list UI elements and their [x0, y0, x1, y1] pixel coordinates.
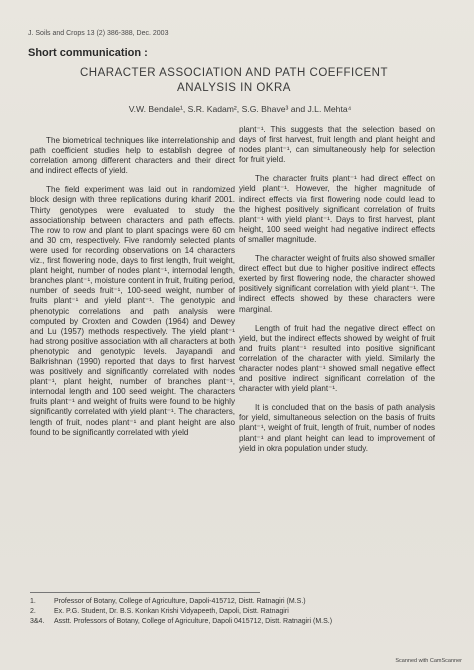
title-line-1: CHARACTER ASSOCIATION AND PATH COEFFICENT [79, 67, 389, 79]
paragraph: The field experiment was laid out in randomized block design with three replications during kharif 2001. Thirty genotypes were evaluated to study the associationship between characters and path effects. The row to row and plant to plant spacings were 60 cm and 30 cm, respectively. Five randomly selected plants were used for recording observations on 14 characters viz., first flowering node, days to first length, fruit weight, plant height, number of nodes plant⁻¹, internodal length, branches plant⁻¹, moisture content in fruit, fruiting period, number of seeds fruit⁻¹, 100-seed weight, number of fruits plant⁻¹ and yield plant⁻¹. The genotypic and phenotypic correlations and path analysis were computed by Croxten and Cowden (1964) and Dewey and Lu (1957) methods respectively. The yield plant⁻¹ had strong positive association with all characters at both phenotypic and genotypic levels. Jayapandi and Balkrishnan (1990) reported that days to first harvest was positively and significantly correlated with nodes plant⁻¹, plant height, number of branches plant⁻¹, internodal length and 100 seed weight. The characters fruits plant⁻¹ and weight of fruits were found to be highly significantly correlated with yield plant⁻¹. The characters, length of fruit, nodes plant⁻¹ and plant height are also found to be significantly correlated with yield [30, 185, 235, 437]
paragraph: The character weight of fruits also showed smaller direct effect but due to higher positive indirect effects exerted by first flowering node, the character showed positively significant correlation with yield plant⁻¹. The indirect effects showed by these characters were marginal. [239, 254, 435, 314]
title-line-2: ANALYSIS IN OKRA [177, 82, 291, 94]
body-column-left [30, 136, 235, 447]
body-column-right [239, 125, 435, 463]
footnote-number: 2. [30, 608, 36, 615]
footnote [30, 617, 440, 627]
footnote-divider [30, 592, 260, 593]
paragraph: Length of fruit had the negative direct effect on yield, but the indirect effects showed by weight of fruit and fruits plant⁻¹ resulted into positive significant correlation of the character with yield. Similarly the character nodes plant⁻¹ showed small negative effect and positive indirect significant correlation of the character with yield plant⁻¹. [239, 323, 435, 394]
paragraph: The biometrical techniques like interrelationship and path coefficient studies help to establish degree of correlation among different characters and their direct and indirect effects of yield. [30, 136, 235, 176]
author-list: V.W. Bendale¹, S.R. Kadam², S.G. Bhave³ and J.L. Mehta⁴ [128, 104, 352, 114]
scanner-watermark: Scanned with CamScanner [395, 658, 462, 664]
footnote-number: 3&4. [30, 618, 45, 625]
section-label: Short communication : [28, 47, 148, 59]
article-title [44, 66, 424, 96]
footnote-text: Ex. P.G. Student, Dr. B.S. Konkan Krishi Vidyapeeth, Dapoli, Distt. Ratnagiri [54, 608, 289, 615]
journal-citation: J. Soils and Crops 13 (2) 386-388, Dec. 2003 [28, 30, 169, 37]
paragraph: plant⁻¹. This suggests that the selection based on days of first harvest, fruit length and plant height and nodes plant⁻¹, can simultaneously help for selection for fruit yield. [239, 125, 435, 165]
footnote-text: Asstt. Professors of Botany, College of Agriculture, Dapoli 0415712, Distt. Ratnagiri (M.S.) [54, 618, 333, 625]
footnote-text: Professor of Botany, College of Agriculture, Dapoli-415712, Distt. Ratnagiri (M.S.) [54, 598, 306, 605]
footnote-number: 1. [30, 598, 36, 605]
paragraph: The character fruits plant⁻¹ had direct effect on yield plant⁻¹. However, the higher magnitude of indirect effects via first flowering node could lead to the highest positively significant correlation of fruits plant⁻¹ with yield plant⁻¹. Days to first harvest, plant height, 100 seed weight had negative indirect effects of smaller magnitude. [239, 174, 435, 244]
footnotes [30, 597, 440, 627]
footnote [30, 607, 440, 617]
footnote [30, 597, 440, 607]
paragraph: It is concluded that on the basis of path analysis for yield, simultaneous selection on the basis of fruits plant⁻¹, weight of fruit, length of fruit, number of nodes plant⁻¹ and plant height can lead to improvement of yield in okra population under study. [239, 403, 435, 453]
